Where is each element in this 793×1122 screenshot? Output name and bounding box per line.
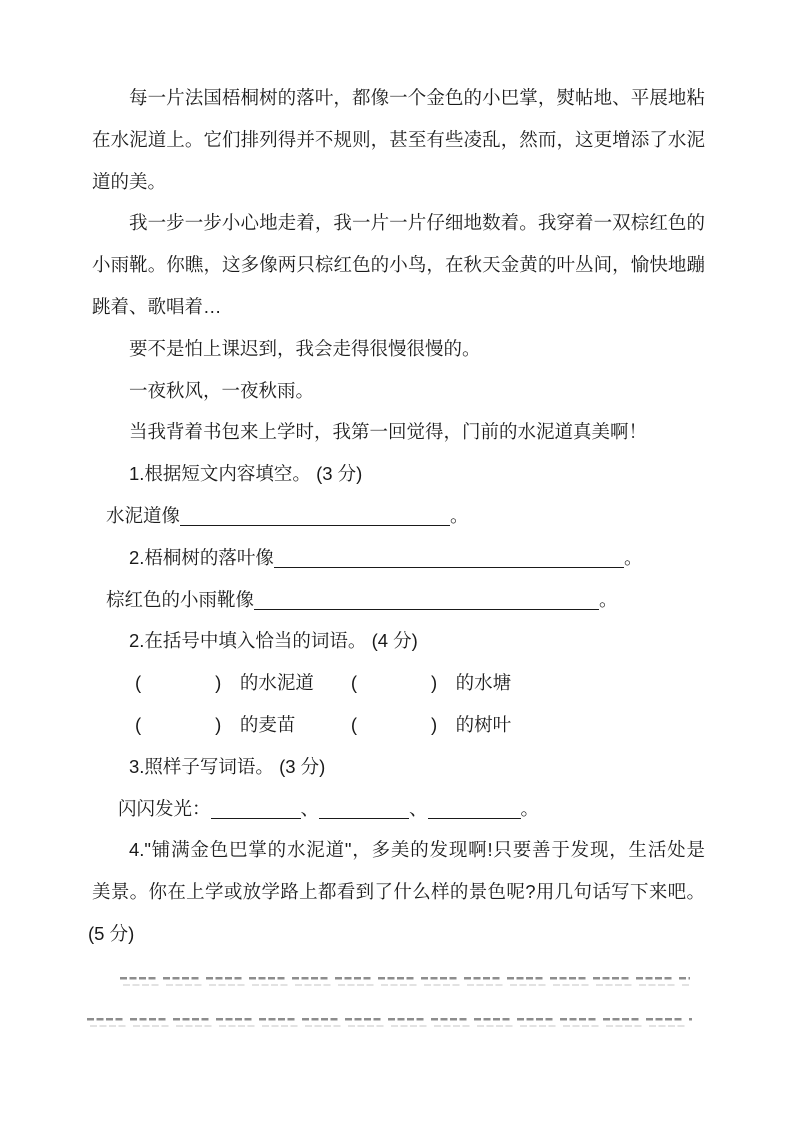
q3-prefix: 闪闪发光： bbox=[118, 797, 211, 819]
q1-item1-suffix: 。 bbox=[450, 504, 469, 526]
passage-para2-line2: 小雨靴。你瞧，这多像两只棕红色的小鸟，在秋天金黄的叶丛间，愉快地蹦 bbox=[92, 254, 705, 276]
passage-para3: 要不是怕上课迟到，我会走得很慢很慢的。 bbox=[129, 337, 481, 359]
passage-para5: 当我背着书包来上学时，我第一回觉得，门前的水泥道真美啊！ bbox=[129, 421, 648, 443]
q1-item2-prefix: 2.梧桐树的落叶像 bbox=[129, 546, 274, 568]
fill-in-blank bbox=[180, 506, 450, 526]
q3-separator-2: 、 bbox=[409, 797, 428, 819]
passage-para4: 一夜秋风，一夜秋雨。 bbox=[129, 379, 315, 401]
fill-in-blank bbox=[211, 799, 301, 819]
answer-writing-line-2 bbox=[87, 1018, 692, 1028]
question-4-line1: 4."铺满金色巴掌的水泥道"，多美的发现啊!只要善于发现，生活处是 bbox=[129, 839, 705, 861]
answer-writing-row-1 bbox=[92, 961, 705, 1003]
fill-in-blank bbox=[319, 799, 409, 819]
q1-item1-prefix: 水泥道像 bbox=[106, 504, 181, 526]
passage-para2-line1: 我一步一步小心地走着，我一片一片仔细地数着。我穿着一双棕红色的 bbox=[129, 212, 705, 234]
fill-in-blank bbox=[254, 590, 599, 610]
q1-item3-prefix: 棕红色的小雨靴像 bbox=[106, 588, 255, 610]
passage-para1-line1: 每一片法国梧桐树的落叶，都像一个金色的小巴掌，熨帖地、平展地粘 bbox=[129, 87, 705, 108]
passage-para1-line2: 在水泥道上。它们排列得并不规则，甚至有些凌乱，然而，这更增添了水泥 bbox=[92, 128, 705, 150]
question-1-title: 1.根据短文内容填空。 (3 分) bbox=[129, 463, 363, 485]
question-3-answer-line bbox=[92, 788, 705, 830]
question-2-bracket-row-1: ( ) 的水泥道 ( ) 的水塘 bbox=[135, 672, 512, 694]
question-1-item-3 bbox=[92, 579, 705, 621]
q1-item3-suffix: 。 bbox=[599, 588, 618, 610]
question-1-item-1 bbox=[92, 495, 705, 537]
question-3-title: 3.照样子写词语。 (3 分) bbox=[129, 755, 326, 777]
fill-in-blank bbox=[274, 548, 624, 568]
q3-suffix: 。 bbox=[520, 797, 540, 819]
passage-para1-line3: 道的美。 bbox=[92, 170, 167, 192]
answer-writing-row-2 bbox=[92, 1003, 705, 1045]
question-1-item-2 bbox=[92, 537, 705, 579]
fill-in-blank bbox=[428, 799, 521, 819]
question-2-bracket-row-2: ( ) 的麦苗 ( ) 的树叶 bbox=[135, 713, 512, 735]
answer-writing-line-1 bbox=[120, 977, 690, 987]
q1-item2-suffix: 。 bbox=[623, 546, 643, 568]
q3-separator-1: 、 bbox=[300, 797, 320, 819]
question-4-line2: 美景。你在上学或放学路上都看到了什么样的景色呢?用几句话写下来吧。 bbox=[92, 881, 705, 903]
passage-para2-line3: 跳着、歌唱着… bbox=[92, 295, 222, 317]
question-4-score: (5 分) bbox=[88, 922, 135, 944]
question-2-title: 2.在括号中填入恰当的词语。 (4 分) bbox=[129, 630, 418, 652]
